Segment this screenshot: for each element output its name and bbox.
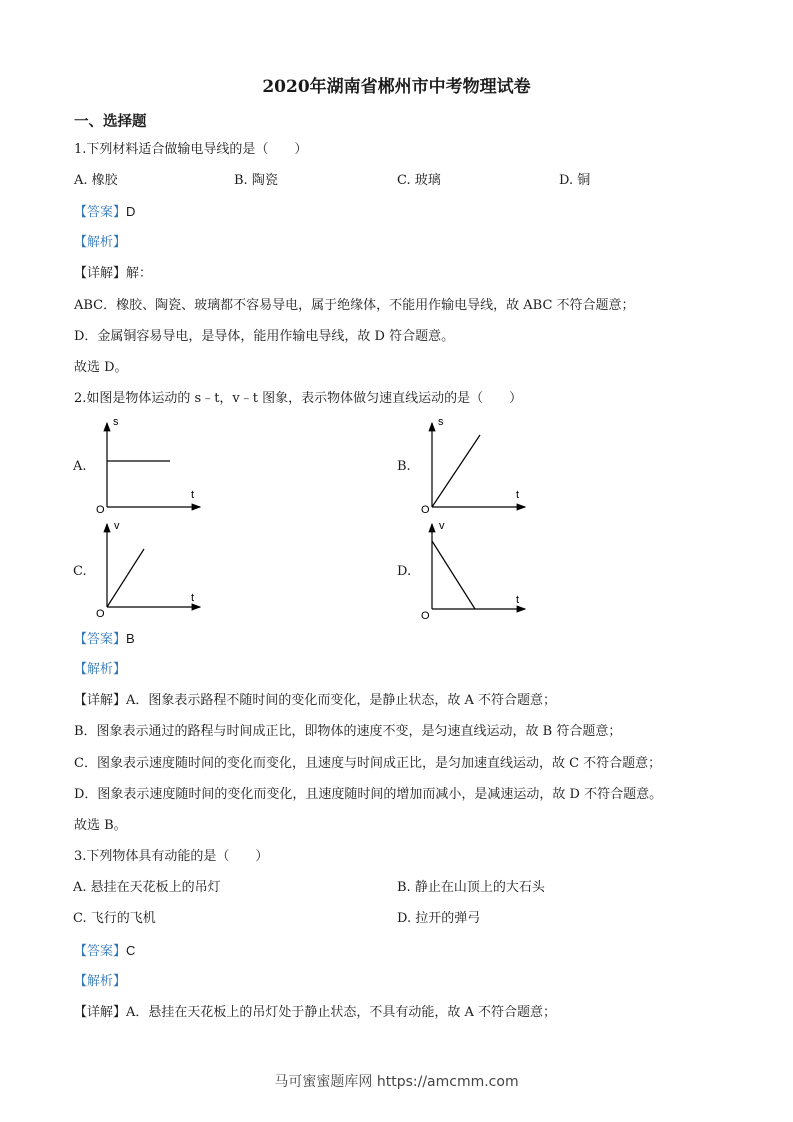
graph-line [432,435,480,507]
question-3-detail [74,1005,556,1021]
answer-tag: 【答案】 [74,632,127,647]
question-2-option-d: D. [397,564,412,579]
graph-a [90,415,210,520]
x-axis-label: t [516,594,520,606]
question-1-option-b: B. 陶瓷 [234,173,278,188]
y-axis-label: v [439,520,445,532]
question-2-analysis-tag: 【解析】 [74,662,127,677]
graph-c [90,519,210,624]
y-axis-label: s [113,416,119,428]
answer-value: B [126,631,135,646]
graph-line [432,541,475,609]
x-axis-label: t [191,592,195,604]
origin-label: O [96,608,105,620]
answer-tag: 【答案】 [74,205,127,220]
question-1-option-d: D. 铜 [559,173,591,188]
question-1-stem: 1.下列材料适合做输电导线的是（ ） [74,142,308,157]
question-1-explanation-line: 故选 D。 [74,360,128,375]
question-2-option-a: A. [73,459,87,474]
page-title: 2020年湖南省郴州市中考物理试卷 [262,77,531,97]
question-1-detail: 【详解】解： [74,266,153,281]
origin-label: O [96,504,105,516]
question-2-explanation-line: 故选 B。 [74,818,127,833]
x-axis-label: t [191,489,195,501]
question-2-option-b: B. [397,459,411,474]
question-1-explanation-line: ABC．橡胶、陶瓷、玻璃都不容易导电，属于绝缘体，不能用作输电导线，故 ABC 不符合题意； [74,298,635,313]
question-2-explanation-line: 【详解】A．图象表示路程不随时间的变化而变化，是静止状态，故 A 不符合题意； [74,693,557,708]
answer-value: D [126,204,136,219]
question-2-answer [74,631,135,648]
question-1-answer [74,204,135,221]
question-2-option-c: C. [73,564,87,579]
question-2-explanation-line: C．图象表示速度随时间的变化而变化，且速度与时间成正比，是匀加速直线运动，故 C 不符合题意； [74,756,662,771]
detail-text: A．悬挂在天花板上的吊灯处于静止状态，不具有动能，故 A 不符合题意； [126,1005,557,1020]
question-2-explanation-line: D．图象表示速度随时间的变化而变化，且速度随时间的增加而减小，是减速运动，故 D 不符合题意。 [74,787,663,802]
question-3-option-d: D. 拉开的弹弓 [397,911,481,926]
question-2-explanation-line: B．图象表示通过的路程与时间成正比，即物体的速度不变，是匀速直线运动，故 B 符合题意； [74,724,622,739]
graph-line [107,549,144,607]
answer-value: C [126,943,136,958]
footer-watermark: 马可蜜蜜题库网 https://amcmm.com [274,1074,519,1090]
question-1-explanation-line: D．金属铜容易导电，是导体，能用作输电导线，故 D 符合题意。 [74,329,455,344]
section-heading: 一、选择题 [74,113,147,130]
question-1-option-a: A. 橡胶 [74,173,118,188]
question-1-option-c: C. 玻璃 [397,173,441,188]
question-3-answer [74,943,135,960]
question-3-option-a: A. 悬挂在天花板上的吊灯 [73,880,221,895]
question-3-stem: 3.下列物体具有动能的是（ ） [74,849,269,864]
x-axis-label: t [516,489,520,501]
question-2-stem: 2.如图是物体运动的 s﹣t，v﹣t 图象，表示物体做匀速直线运动的是（ ） [74,391,523,406]
y-axis-label: v [114,520,120,532]
question-3-analysis-tag: 【解析】 [74,974,127,989]
detail-tag: 【详解】 [74,1005,127,1020]
question-3-option-b: B. 静止在山顶上的大石头 [397,880,545,895]
graph-b [415,415,535,520]
origin-label: O [421,504,430,516]
question-1-analysis-tag: 【解析】 [74,235,127,250]
graph-d [415,519,535,624]
origin-label: O [421,610,430,622]
y-axis-label: s [438,416,444,428]
answer-tag: 【答案】 [74,944,127,959]
question-3-option-c: C. 飞行的飞机 [73,911,156,926]
